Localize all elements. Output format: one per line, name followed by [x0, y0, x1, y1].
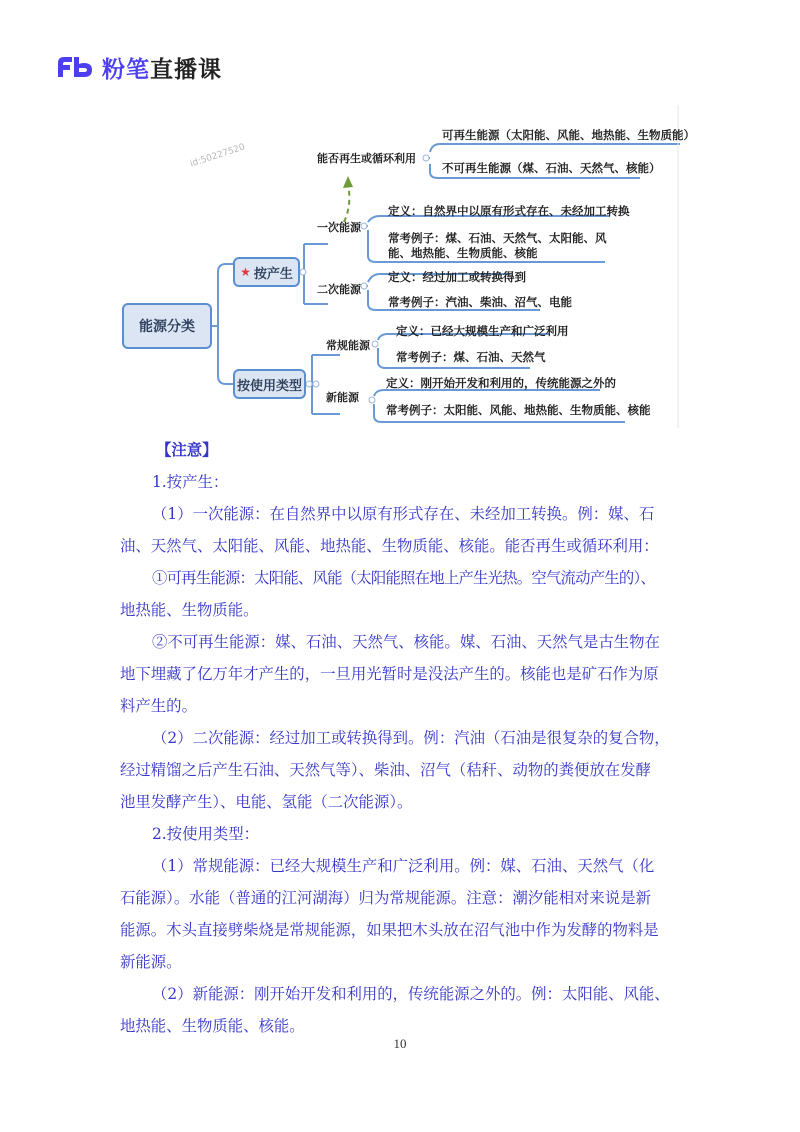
new-energy-label: 新能源: [326, 391, 359, 404]
notes-line: 2.按使用类型：: [152, 825, 260, 843]
notes-line: 油、天然气、太阳能、风能、地热能、生物质能、核能。能否再生或循环利用：: [120, 537, 659, 555]
fb-logo-icon: [56, 55, 94, 79]
notes-line: （2）二次能源：经过加工或转换得到。例：汽油（石油是很复杂的复合物，: [152, 729, 670, 747]
new-examples: 常考例子：太阳能、风能、地热能、生物质能、核能: [386, 403, 651, 417]
branch-node-by-production: [233, 257, 300, 287]
notes-heading: 【注意】: [156, 441, 218, 459]
primary-examples-line2: 能、地热能、生物质能、核能: [388, 246, 538, 260]
brand-header: [56, 52, 222, 82]
root-label: 能源分类: [139, 319, 195, 335]
watermark-id: id:50227520: [189, 142, 247, 170]
page-number: 10: [393, 1036, 407, 1051]
notes-line: 1.按产生：: [152, 473, 229, 491]
notes-line: 能源。木头直接劈柴烧是常规能源，如果把木头放在沼气池中作为发酵的物料是: [120, 921, 659, 939]
brand-accent: 粉笔: [102, 56, 150, 83]
primary-energy-label: 一次能源: [317, 221, 361, 234]
notes-line: （2）新能源：刚开始开发和利用的，传统能源之外的。例：太阳能、风能、: [152, 985, 670, 1003]
notes-line: （1）常规能源：已经大规模生产和广泛利用。例：媒、石油、天然气（化: [152, 857, 655, 875]
notes-line: 石能源）。水能（普通的江河湖海）归为常规能源。注意：潮汐能相对来说是新: [120, 889, 651, 907]
conventional-energy-label: 常规能源: [326, 339, 370, 352]
energy-classification-mindmap: [110, 100, 695, 430]
notes-line: ①可再生能源：太阳能、风能（太阳能照在地上产生光热。空气流动产生的）、: [152, 569, 655, 587]
notes-line: 地热能、生物质能、核能。: [120, 1017, 305, 1035]
secondary-definition: 定义：经过加工或转换得到: [388, 270, 526, 284]
brand-rest: 直播课: [150, 56, 222, 83]
brand-name: [102, 51, 222, 84]
notes-line: 经过精馏之后产生石油、天然气等）、柴油、沼气（秸秆、动物的粪便放在发酵: [120, 761, 651, 779]
branch-usage-label: 按使用类型: [236, 378, 302, 394]
primary-definition: 定义：自然界中以原有形式存在、未经加工转换: [388, 204, 630, 218]
renewable-energy-text: 可再生能源（太阳能、风能、地热能、生物质能）: [442, 128, 695, 142]
secondary-energy-label: 二次能源: [317, 283, 361, 296]
root-node-energy-classification: [122, 303, 212, 349]
red-star-icon: ★: [240, 265, 251, 279]
notes-line: 新能源。: [120, 953, 182, 971]
notes-line: 料产生的。: [120, 697, 197, 715]
notes-line: 地下埋藏了亿万年才产生的，一旦用光暂时是没法产生的。核能也是矿石作为原: [120, 665, 659, 683]
branch-produce-label: 按产生: [253, 266, 293, 282]
renewable-question-label: 能否再生或循环利用: [317, 152, 416, 165]
conventional-examples: 常考例子：煤、石油、天然气: [396, 350, 546, 364]
notes-line: （1）一次能源：在自然界中以原有形式存在、未经加工转换。例：媒、石: [152, 505, 655, 523]
notes-line: ②不可再生能源：媒、石油、天然气、核能。媒、石油、天然气是古生物在: [152, 633, 660, 651]
primary-examples-line1: 常考例子：煤、石油、天然气、太阳能、风: [388, 231, 607, 245]
notes-line: 池里发酵产生）、电能、氢能（二次能源）。: [120, 793, 413, 811]
secondary-examples: 常考例子：汽油、柴油、沼气、电能: [388, 295, 572, 309]
conventional-definition: 定义：已经大规模生产和广泛利用: [396, 324, 569, 338]
nonrenewable-energy-text: 不可再生能源（煤、石油、天然气、核能）: [442, 161, 661, 175]
new-definition: 定义：刚开始开发和利用的，传统能源之外的: [386, 376, 616, 390]
notes-line: 地热能、生物质能。: [120, 601, 259, 619]
branch-node-by-usage: [233, 369, 306, 399]
